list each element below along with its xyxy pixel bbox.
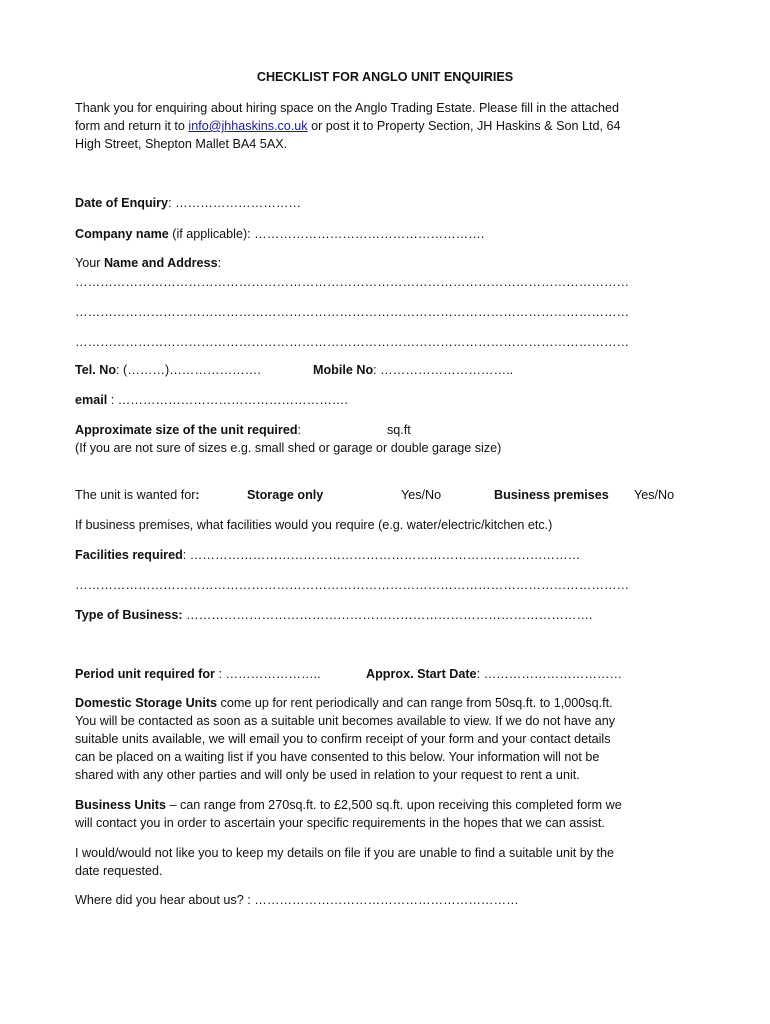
date-of-enquiry-field[interactable] [75, 196, 301, 211]
your-text: Your [75, 256, 104, 270]
wanted-for-label [75, 488, 200, 503]
name-address-colon: : [217, 256, 222, 270]
domestic-line-4: can be placed on a waiting list if you have consented to this below. Your information will not be [75, 750, 600, 764]
page-title: CHECKLIST FOR ANGLO UNIT ENQUIRIES [256, 70, 514, 84]
facilities-dots-1: : ………………………………………………………………………………… [182, 548, 581, 562]
consent-line-2: date requested. [75, 864, 163, 878]
business-units-line-1 [75, 798, 622, 813]
domestic-text-1: come up for rent periodically and can range from 50sq.ft. to 1,000sq.ft. [217, 696, 613, 710]
intro-line-3: High Street, Shepton Mallet BA4 5AX. [75, 137, 288, 151]
address-line-3[interactable]: …………………………………………………………………………………………………………………… [75, 335, 630, 349]
name-address-label: Name and Address [103, 256, 218, 270]
domestic-line-3: suitable units available, we will email you to confirm receipt of your form and your contact details [75, 732, 611, 746]
unit-size-label: Approximate size of the unit required [75, 423, 298, 437]
unit-size-note: (If you are not sure of sizes e.g. small shed or garage or double garage size) [75, 441, 502, 455]
unit-size-unit: sq.ft [387, 423, 411, 437]
hear-about-us-dots: ……………………………………………………… [250, 893, 519, 907]
domestic-storage-label: Domestic Storage Units [75, 696, 218, 710]
company-name-dots: ………………………………………………. [250, 227, 485, 241]
company-name-field[interactable] [75, 227, 484, 242]
company-name-label: Company name [75, 227, 169, 241]
domestic-line-2: You will be contacted as soon as a suitable unit becomes available to view. If we do not have any [75, 714, 616, 728]
domestic-line-1 [75, 696, 613, 711]
intro-line-1: Thank you for enquiring about hiring space on the Anglo Trading Estate. Please fill in the attached [75, 101, 619, 115]
date-of-enquiry-dots: : ………………………… [168, 196, 302, 210]
wanted-for-colon: : [195, 488, 200, 502]
company-name-paren: (if applicable): [168, 227, 251, 241]
consent-line-1[interactable]: I would/would not like you to keep my details on file if you are unable to find a suitable unit by the [75, 846, 615, 860]
email-dots: : ………………………………………………. [107, 393, 348, 407]
storage-only-label: Storage only [247, 488, 324, 502]
start-date-field[interactable] [366, 667, 622, 682]
period-required-label: Period unit required for [75, 667, 215, 681]
unit-size-field[interactable] [75, 423, 301, 438]
facilities-label: Facilities required [75, 548, 183, 562]
email-link[interactable]: info@jhhaskins.co.uk [188, 119, 308, 133]
date-of-enquiry-label: Date of Enquiry [75, 196, 169, 210]
intro-line-2-start: form and return it to [75, 119, 189, 133]
facilities-question: If business premises, what facilities would you require (e.g. water/electric/kitchen etc.) [75, 518, 553, 532]
business-units-text-1: – can range from 270sq.ft. to £2,500 sq.ft. upon receiving this completed form we [165, 798, 622, 812]
address-line-2[interactable]: …………………………………………………………………………………………………………………… [75, 305, 630, 319]
name-address-label-line [75, 256, 221, 271]
unit-size-colon: : [297, 423, 302, 437]
type-of-business-label: Type of Business: [75, 608, 183, 622]
facilities-dots-2[interactable]: …………………………………………………………………………………………………………………… [75, 578, 630, 592]
type-of-business-field[interactable] [75, 608, 593, 623]
tel-no-dots: : (………)…………………. [116, 363, 261, 377]
type-of-business-dots: ……………………………………………………………………………………. [182, 608, 593, 622]
storage-only-yes-no[interactable]: Yes/No [401, 488, 442, 502]
address-line-1[interactable]: …………………………………………………………………………………………………………………… [75, 275, 630, 289]
intro-line-2-end: or post it to Property Section, JH Haskins & Son Ltd, 64 [307, 119, 621, 133]
mobile-no-dots: : ………………………….. [373, 363, 514, 377]
mobile-no-label: Mobile No [313, 363, 374, 377]
period-required-dots: : ………………….. [214, 667, 321, 681]
business-units-label: Business Units [75, 798, 166, 812]
facilities-field[interactable] [75, 548, 580, 563]
intro-line-2 [75, 119, 621, 134]
start-date-label: Approx. Start Date [366, 667, 477, 681]
tel-no-label: Tel. No [75, 363, 117, 377]
email-label: email [75, 393, 108, 407]
business-premises-label: Business premises [494, 488, 609, 502]
mobile-no-field[interactable] [313, 363, 513, 378]
domestic-line-5: shared with any other parties and will only be used in relation to your request to rent a unit. [75, 768, 580, 782]
start-date-dots: : …………………………… [476, 667, 623, 681]
business-units-line-2: will contact you in order to ascertain your specific requirements in the hopes that we can assist. [75, 816, 605, 830]
business-premises-yes-no[interactable]: Yes/No [634, 488, 675, 502]
tel-no-field[interactable] [75, 363, 261, 378]
hear-about-us-label: Where did you hear about us? : [75, 893, 251, 907]
period-required-field[interactable] [75, 667, 321, 682]
wanted-for-text: The unit is wanted for [75, 488, 196, 502]
hear-about-us-field[interactable] [75, 893, 519, 908]
email-field[interactable] [75, 393, 348, 408]
